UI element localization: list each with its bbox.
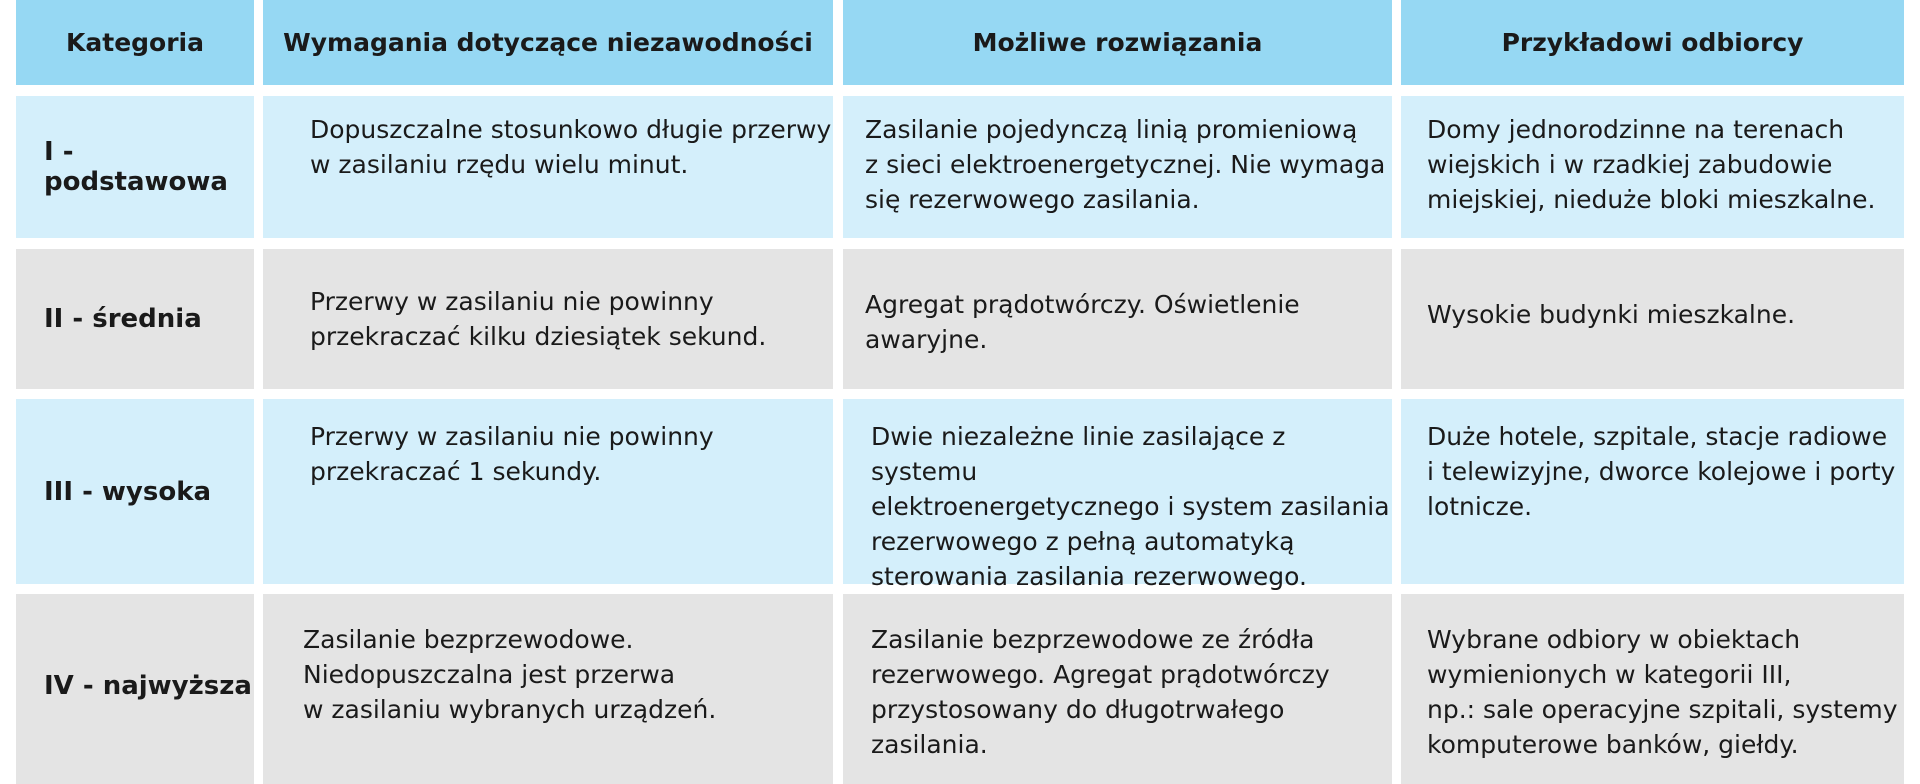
requirements-cell <box>263 594 833 784</box>
solutions-cell <box>843 249 1392 389</box>
header-odbiorcy <box>1401 0 1904 85</box>
header-kategoria <box>16 0 254 85</box>
header-kategoria-label: Kategoria <box>66 28 204 57</box>
table-row <box>16 399 254 584</box>
recipients-cell <box>1401 399 1904 584</box>
recipients-text: Domy jednorodzinne na terenach wiejskich i w rzadkiej zabudowie miejskiej, nieduże bloki mieszkalne. <box>1427 115 1876 214</box>
solutions-text: Zasilanie bezprzewodowe ze źródła rezerwowego. Agregat prądotwórczy przystosowany do długotrwałego zasilania. <box>871 625 1330 759</box>
solutions-cell <box>843 594 1392 784</box>
solutions-text: Dwie niezależne linie zasilające z systemu elektroenergetycznego i system zasilania rezerwowego z pełną automatyką sterowania zasilania rezerwowego. <box>871 422 1390 591</box>
table-row <box>16 96 254 238</box>
solutions-text: Agregat prądotwórczy. Oświetlenie awaryjne. <box>865 290 1300 354</box>
recipients-cell <box>1401 249 1904 389</box>
recipients-cell <box>1401 594 1904 784</box>
category-label: III - wysoka <box>44 476 212 507</box>
table-row <box>16 249 254 389</box>
header-odbiorcy-label: Przykładowi odbiorcy <box>1501 28 1804 57</box>
requirements-cell <box>263 249 833 389</box>
requirements-text: Przerwy w zasilaniu nie powinny przekraczać 1 sekundy. <box>310 422 714 486</box>
category-label: IV - najwyższa <box>44 671 252 701</box>
header-wymagania <box>263 0 833 85</box>
requirements-text: Zasilanie bezprzewodowe. Niedopuszczalna jest przerwa w zasilaniu wybranych urządzeń. <box>303 625 717 724</box>
header-wymagania-label: Wymagania dotyczące niezawodności <box>283 28 813 57</box>
solutions-cell <box>843 399 1392 591</box>
recipients-text: Duże hotele, szpitale, stacje radiowe i telewizyjne, dworce kolejowe i porty lotnicze. <box>1427 422 1896 521</box>
requirements-text: Przerwy w zasilaniu nie powinny przekraczać kilku dziesiątek sekund. <box>310 287 767 351</box>
recipients-text: Wybrane odbiory w obiektach wymienionych w kategorii III, np.: sale operacyjne szpitali, systemy komputerowe banków, giełdy. <box>1427 625 1898 759</box>
solutions-text: Zasilanie pojedynczą linią promieniową z sieci elektroenergetycznej. Nie wymaga się rezerwowego zasilania. <box>865 115 1386 214</box>
recipients-text: Wysokie budynki mieszkalne. <box>1427 300 1796 329</box>
table-row <box>16 594 254 784</box>
category-label: II - średnia <box>44 304 202 334</box>
requirements-text: Dopuszczalne stosunkowo długie przerwy w zasilaniu rzędu wielu minut. <box>310 115 832 179</box>
requirements-cell <box>263 399 833 584</box>
category-label: I - podstawowa <box>44 137 228 197</box>
header-rozwiazania <box>843 0 1392 85</box>
requirements-cell <box>263 96 833 238</box>
solutions-cell <box>843 96 1392 238</box>
header-rozwiazania-label: Możliwe rozwiązania <box>972 28 1263 57</box>
recipients-cell <box>1401 96 1904 238</box>
